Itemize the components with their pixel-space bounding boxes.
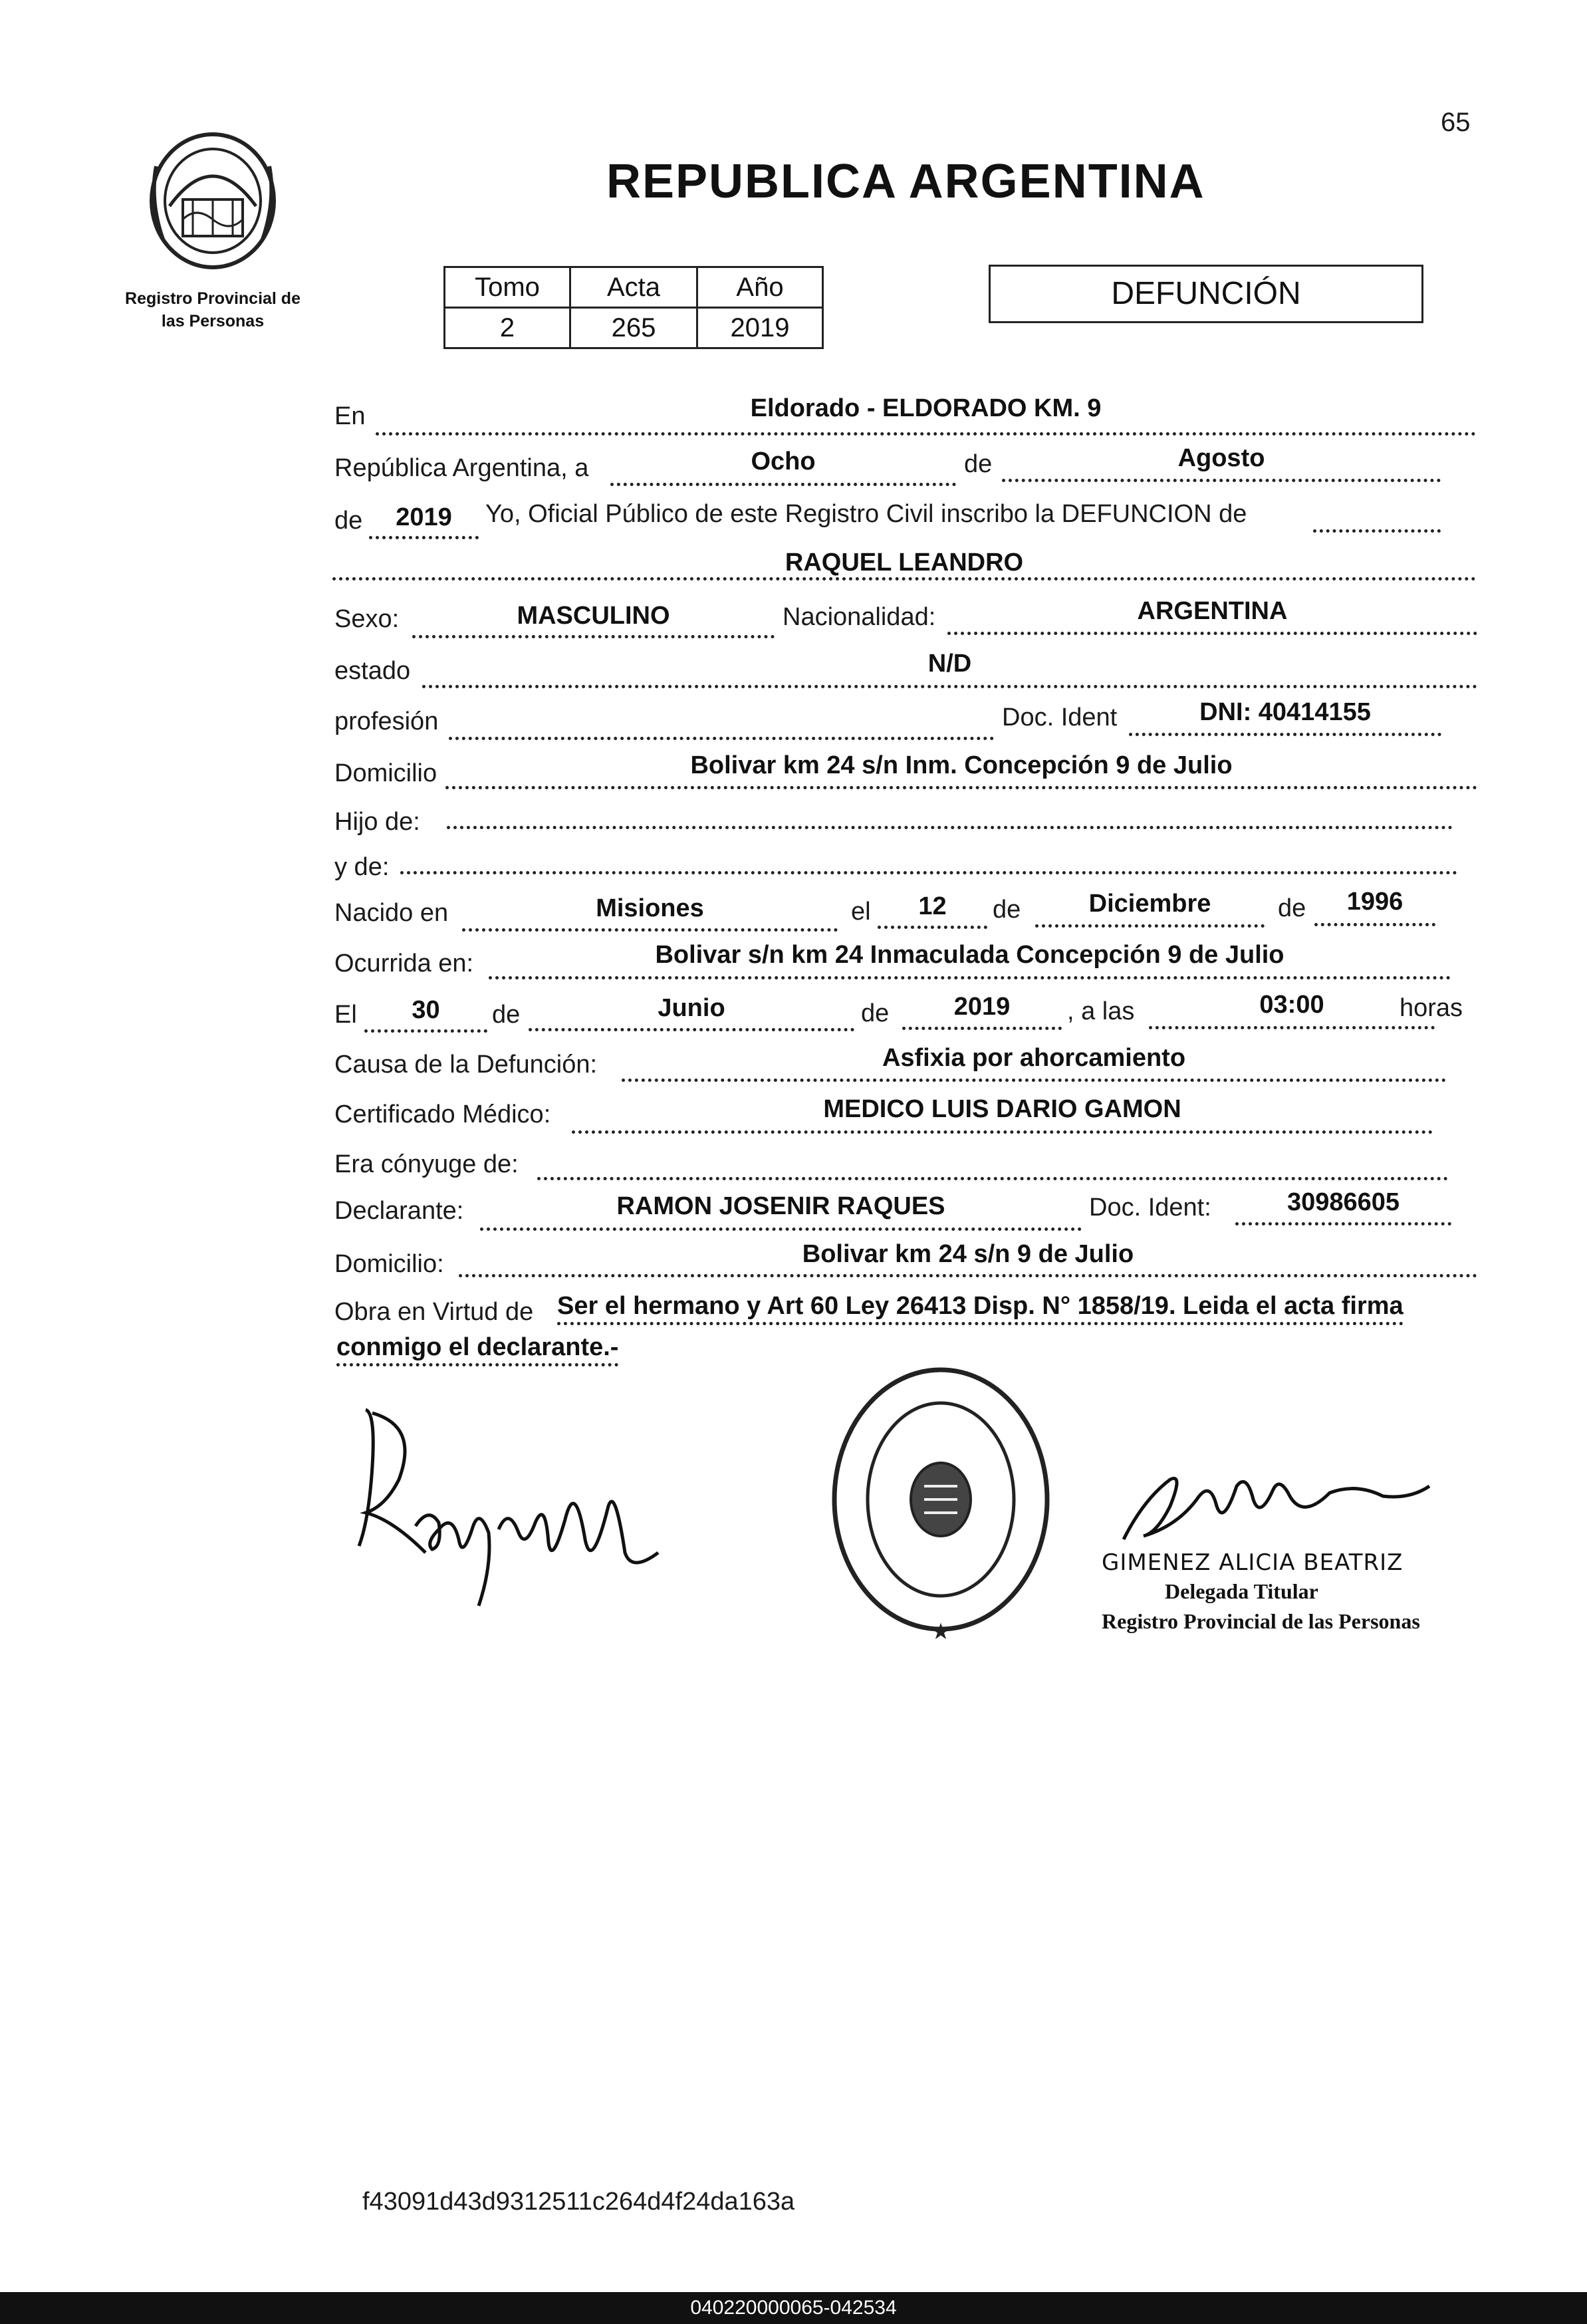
nacionalidad-value: ARGENTINA [1137, 597, 1288, 625]
hijo-line [447, 826, 1453, 829]
de4-label: de [1278, 894, 1306, 922]
birth-year-line [1314, 923, 1435, 926]
ref-value-ano: 2019 [697, 308, 823, 348]
nacido-label: Nacido en [334, 899, 449, 927]
conyuge-line [537, 1177, 1448, 1180]
doc-line [1129, 733, 1441, 736]
birth-day-value: 12 [918, 892, 947, 920]
birth-year-value: 1996 [1346, 888, 1404, 916]
doc-value: DNI: 40414155 [1199, 698, 1371, 726]
registry-name [110, 287, 316, 332]
document-title: REPUBLICA ARGENTINA [606, 155, 1205, 208]
ref-header-ano: Año [697, 267, 823, 308]
death-year-line [902, 1027, 1062, 1030]
official-stamp [818, 1356, 1064, 1649]
certificado-line [572, 1130, 1433, 1134]
certificado-value: MEDICO LUIS DARIO GAMON [823, 1095, 1181, 1123]
obra-line2: conmigo el declarante.- [336, 1333, 618, 1366]
registry-name-line2: las Personas [161, 312, 265, 330]
de-label: de [964, 450, 993, 478]
nacido-value: Misiones [596, 894, 704, 922]
death-year-value: 2019 [953, 993, 1011, 1021]
yde-label: y de: [334, 853, 390, 881]
registry-name-line1: Registro Provincial de [125, 289, 301, 308]
death-day-value: 30 [412, 996, 440, 1024]
doc2-value: 30986605 [1286, 1188, 1400, 1216]
obra-label: Obra en Virtud de [334, 1298, 534, 1326]
de6-label: de [861, 999, 890, 1027]
handwritten-signature-icon [1117, 1460, 1449, 1546]
estado-value: N/D [927, 650, 972, 678]
province-emblem [143, 126, 283, 276]
stamp-seal-icon [818, 1356, 1064, 1649]
profesion-line [449, 737, 994, 740]
day-line [610, 483, 956, 486]
domicilio2-value: Bolivar km 24 s/n 9 de Julio [802, 1240, 1134, 1268]
day-value: Ocho [751, 448, 816, 475]
el-label: el [851, 898, 871, 926]
declarante-label: Declarante: [334, 1197, 464, 1225]
profesion-label: profesión [334, 708, 439, 735]
officer-text: Yo, Oficial Público de este Registro Civil inscribo la DEFUNCION de [485, 500, 1247, 528]
birth-month-value: Diciembre [1088, 890, 1211, 918]
causa-value: Asfixia por ahorcamiento [882, 1044, 1186, 1072]
place-value: Eldorado - ELDORADO KM. 9 [750, 394, 1102, 422]
domicilio2-line [459, 1274, 1477, 1277]
death-day-line [364, 1029, 487, 1033]
el2-label: El [334, 1001, 357, 1029]
de3-label: de [993, 896, 1021, 924]
doc-label: Doc. Ident [1002, 704, 1118, 731]
name-line [332, 577, 1476, 581]
nacionalidad-label: Nacionalidad: [783, 603, 936, 631]
de2-label: de [334, 507, 363, 535]
death-month-value: Junio [658, 994, 725, 1022]
document-hash: f43091d43d9312511c264d4f24da163a [362, 2188, 795, 2216]
declarante-line [480, 1227, 1082, 1231]
domicilio-line [445, 786, 1477, 789]
domicilio-value: Bolivar km 24 s/n Inm. Concepción 9 de Julio [690, 751, 1233, 779]
ref-header-acta: Acta [570, 267, 697, 308]
ocurrida-label: Ocurrida en: [334, 950, 474, 977]
month-value: Agosto [1177, 444, 1265, 472]
official-registry: Registro Provincial de las Personas [1102, 1609, 1420, 1633]
hijo-label: Hijo de: [334, 808, 420, 836]
yde-line [400, 871, 1457, 874]
death-time-line [1149, 1026, 1435, 1029]
official-role: Delegada Titular [1165, 1579, 1318, 1603]
republic-label: República Argentina, a [334, 454, 589, 482]
year-line [369, 536, 479, 539]
official-name: GIMENEZ ALICIA BEATRIZ [1102, 1549, 1404, 1576]
conyuge-label: Era cónyuge de: [334, 1150, 519, 1178]
causa-label: Causa de la Defunción: [334, 1051, 598, 1079]
ocurrida-line [489, 976, 1451, 979]
en-line [376, 432, 1476, 436]
doc2-label: Doc. Ident: [1089, 1194, 1211, 1222]
reference-table [443, 266, 824, 349]
svg-text:★: ★ [930, 1618, 951, 1645]
doc2-line [1235, 1222, 1451, 1226]
barcode-bar [0, 2292, 1587, 2324]
alas-label: , a las [1067, 997, 1135, 1025]
obra-line1: Ser el hermano y Art 60 Ley 26413 Disp. N° 1858/19. Leida el acta firma [557, 1292, 1404, 1325]
act-type-box: DEFUNCIÓN [989, 265, 1423, 323]
horas-label: horas [1400, 994, 1463, 1022]
nacionalidad-line [947, 632, 1477, 635]
officer-line [1313, 529, 1441, 533]
domicilio2-label: Domicilio: [334, 1250, 444, 1278]
ocurrida-value: Bolivar s/n km 24 Inmaculada Concepción 9 de Julio [655, 941, 1284, 969]
en-label: En [334, 402, 366, 430]
ref-value-tomo: 2 [445, 308, 570, 348]
month-line [1002, 479, 1441, 482]
sexo-line [412, 635, 775, 638]
year-value: 2019 [396, 503, 452, 531]
deceased-name: RAQUEL LEANDRO [785, 549, 1024, 577]
certificado-label: Certificado Médico: [334, 1100, 551, 1128]
sexo-value: MASCULINO [517, 602, 670, 630]
causa-line [622, 1079, 1446, 1082]
de5-label: de [492, 1001, 521, 1029]
estado-line [422, 685, 1477, 688]
sexo-label: Sexo: [334, 605, 400, 633]
declarant-signature [346, 1386, 678, 1613]
nacido-line [462, 928, 838, 932]
handwritten-signature-icon [346, 1386, 678, 1613]
official-signature [1117, 1460, 1449, 1546]
death-time-value: 03:00 [1259, 991, 1324, 1019]
emblem-seal-icon [143, 126, 283, 276]
ref-header-tomo: Tomo [445, 267, 570, 308]
page-number: 65 [1441, 108, 1471, 137]
ref-value-acta: 265 [570, 308, 697, 348]
declarante-value: RAMON JOSENIR RAQUES [616, 1192, 945, 1220]
estado-label: estado [334, 657, 411, 685]
death-month-line [529, 1028, 854, 1031]
birth-month-line [1035, 924, 1265, 928]
birth-day-line [878, 926, 987, 929]
domicilio-label: Domicilio [334, 759, 437, 787]
barcode-text: 040220000065-042534 [690, 2297, 897, 2319]
